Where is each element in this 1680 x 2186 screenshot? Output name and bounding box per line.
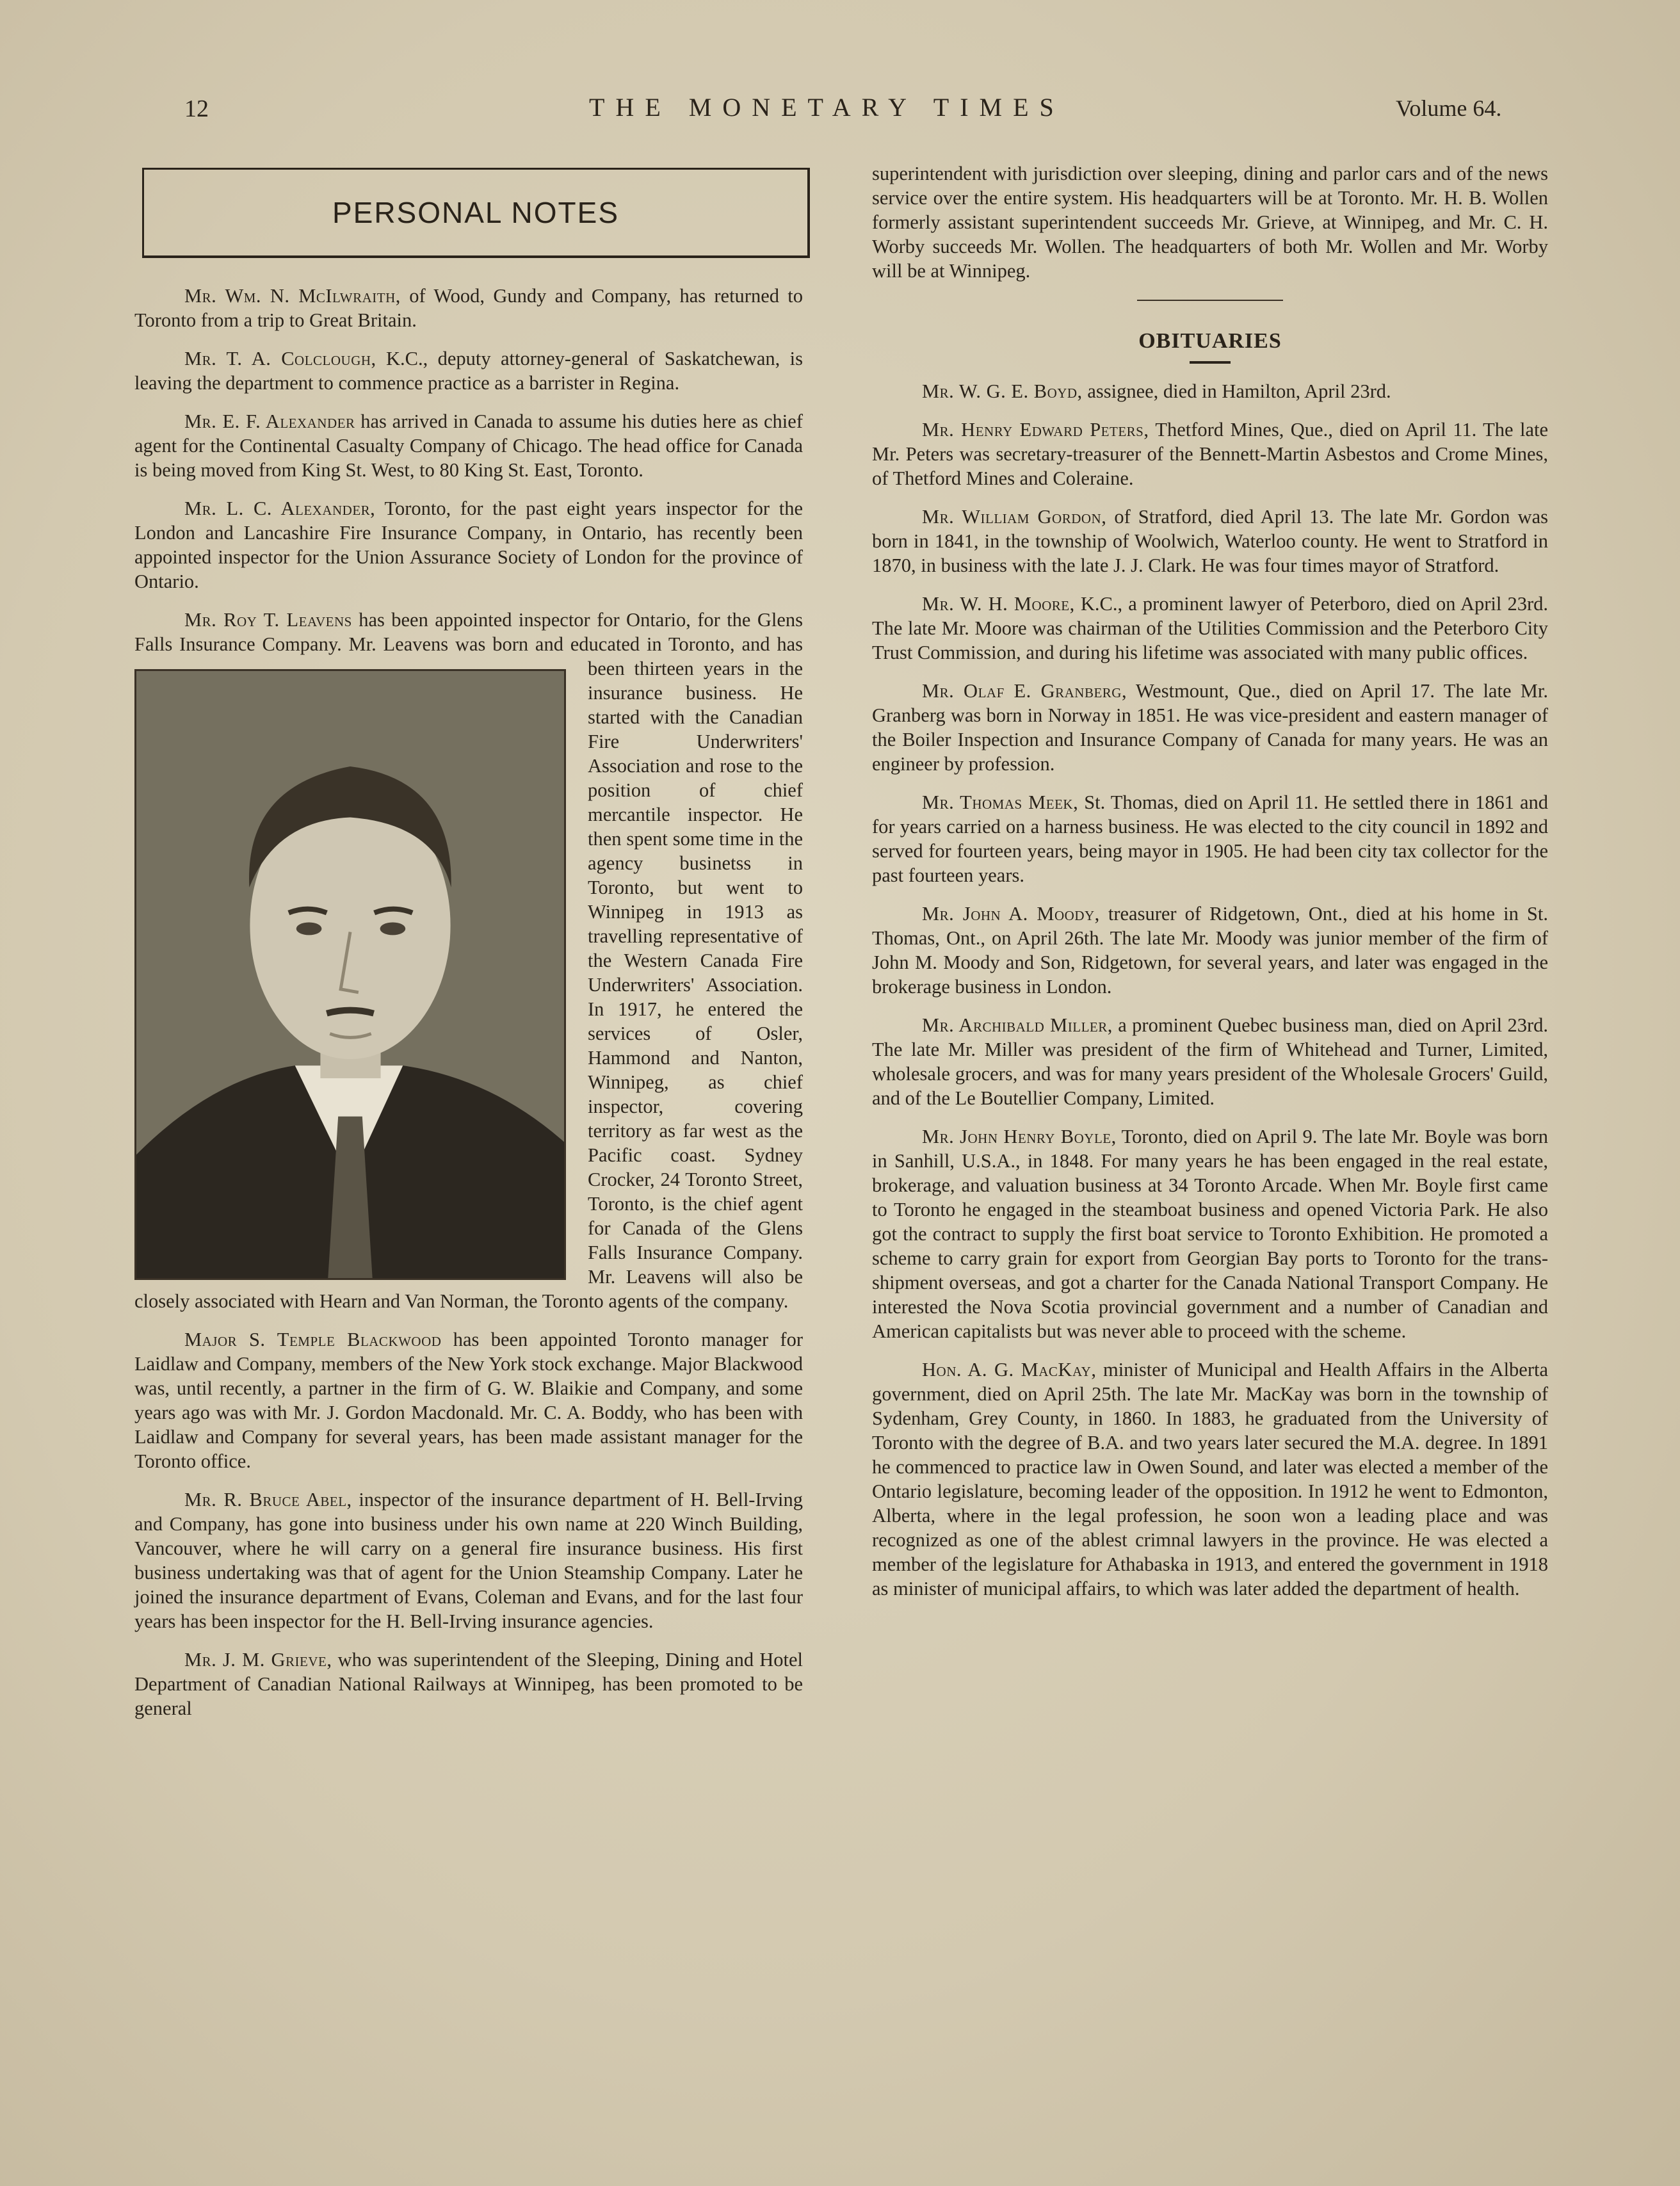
person-name: Mr. R. Bruce Abel, [184, 1489, 352, 1510]
page-number: 12 [184, 95, 209, 122]
obituaries-heading: OBITUARIES [1138, 329, 1282, 353]
section-title: PERSONAL NOTES [332, 196, 620, 229]
person-name: Mr. E. F. Alexander [184, 410, 355, 432]
portrait-image [136, 671, 564, 1278]
person-name: Mr. W. H. Moore, [922, 593, 1075, 615]
person-name: Mr. J. M. Grieve, [184, 1649, 332, 1671]
person-name: Hon. A. G. MacKay, [922, 1359, 1097, 1380]
person-name: Mr. Archibald Miller, [922, 1014, 1113, 1036]
obituary-text: Toronto, died on April 9. The late Mr. Boyle was born in Sanhill, U.S.A., in 1848. For many years he has been engaged in the real estate, brokerage, and valuation business at 34 Toronto Arcade. When Mr. Boyle first came to Toronto he engaged in the steamboat business and opened Victoria Park. He also got the contract to supply the first boat service to Toronto Exhibition. He promoted a scheme to carry grain for export from Georgian Bay ports to Toronto for the trans-shipment overseas, and got a charter for the Canada National Transport Company. He interested the Nova Scotia provincial government and a number of Canadian and American capitalists but was never able to proceed with the scheme. [872, 1126, 1549, 1342]
publication-title: THE MONETARY TIMES [589, 93, 1065, 122]
note-leavens [134, 608, 803, 1313]
obituary-text: treasurer of Ridgetown, Ont., died at his home in St. Thomas, Ont., on April 26th. The late Mr. Moody was junior member of the firm of John M. Moody and Son, Ridgetown, for several years, and later was engaged in the brokerage business in London. [872, 903, 1548, 998]
note-blackwood [134, 1327, 803, 1473]
obituary-moore [872, 592, 1548, 665]
person-name: Mr. Thomas Meek, [922, 791, 1079, 813]
person-name: Major S. Temple Blackwood [184, 1329, 442, 1350]
person-name: Mr. William Gordon, [922, 506, 1107, 528]
obituary-boyle [872, 1124, 1548, 1343]
obituary-mackay [872, 1357, 1548, 1601]
obituary-text: of Stratford, died April 13. The late Mr. Gordon was born in 1841, in the township of Woolwich, Waterloo county. He went to Stratford in 1870, in business with the late J. J. Clark. He was four times mayor of Stratford. [872, 506, 1548, 576]
left-column [134, 168, 803, 1735]
person-name: Mr. Wm. N. McIlwraith, [184, 285, 401, 307]
person-name: Mr. John Henry Boyle, [922, 1126, 1117, 1147]
obituary-gordon [872, 505, 1548, 578]
note-text: Toronto, for the past eight years inspector for the London and Lancashire Fire Insurance Company, in Ontario, has recently been appointed inspector for the Union Assurance Society of London for the province of Ontario. [134, 498, 803, 592]
note-text: K.C., deputy attorney-general of Saskatchewan, is leaving the department to commence practice as a barrister in Regina. [134, 348, 803, 394]
obituary-text: Westmount, Que., died on April 17. The late Mr. Granberg was born in Norway in 1851. He was vice-president and eastern manager of the Boiler Inspection and Insurance Company of Canada for many years. He was an engineer by profession. [872, 680, 1548, 775]
note-text: has been appointed Toronto manager for Laidlaw and Company, members of the New York stock exchange. Major Blackwood was, until recently, a partner in the firm of G. W. Blaikie and Company, and some years ago was with Mr. J. Gordon Macdonald. Mr. C. A. Boddy, who has been with Laidlaw and Company for several years, has been made assistant manager for the Toronto office. [134, 1329, 803, 1472]
volume-label: Volume 64. [1396, 95, 1502, 121]
right-column [872, 161, 1548, 1615]
obituary-text: Thetford Mines, Que., died on April 11. The late Mr. Peters was secretary-treasurer of the Bennett-Martin Asbestos and Crome Mines, of Thetford Mines and Coleraine. [872, 419, 1548, 489]
person-name: Mr. L. C. Alexander, [184, 498, 376, 519]
note-e-f-alexander [134, 409, 803, 482]
note-text: of Wood, Gundy and Company, has returned to Toronto from a trip to Great Britain. [134, 285, 803, 331]
note-grieve [134, 1648, 803, 1720]
note-grieve-continuation: superintendent with jurisdiction over sleeping, dining and parlor cars and of the news service over the entire system. His headquarters will be at Toronto. Mr. H. B. Wollen formerly assistant superintendent succeeds Mr. Grieve, at Winnipeg, and Mr. C. H. Worby succeeds Mr. Wollen. The headquarters of both Mr. Wollen and Mr. Worby will be at Winnipeg. [872, 163, 1548, 282]
note-text: Leavens was born and educated in Toronto, and has been thirteen years in the insurance business. He started with the Canadian Fire Underwriters' Association and rose to the position of chief mercantile inspector. He then spent some time in the agency businetss in Toronto, but went to Winnipeg in 1913 as travelling representative of the Western Canada Fire Underwriters' Association. In 1917, he entered the services of Osler, Hammond and Nanton, Winnipeg, as chief inspector, covering territory as far west as the Pacific coast. Sydney Crocker, 24 Toronto Street, Toronto, is the chief agent for Canada of the Glens Falls Insurance Company. Mr. Leavens will also be closely associated with Hearn and Van Norman, the Toronto agents of the company. [134, 633, 803, 1312]
obituary-boyd [872, 379, 1548, 403]
note-mcilwraith [134, 284, 803, 332]
portrait-photo [134, 669, 566, 1280]
obituary-peters [872, 417, 1548, 490]
obituary-text: St. Thomas, died on April 11. He settled there in 1861 and for years carried on a harness business. He was elected to the city council in 1892 and served for fourteen years, being mayor in 1905. He had been city tax collector for the past fourteen years. [872, 791, 1548, 886]
note-text: inspector of the insurance department of H. Bell-Irving and Company, has gone into business under his own name at 220 Winch Building, Vancouver, where he will carry on a general fire insurance business. His first business undertaking was that of agent for the Union Steamship Company. Later he joined the insurance department of Evans, Coleman and Evans, and for the last four years has been inspector for the H. Bell-Irving insurance agencies. [134, 1489, 803, 1632]
note-abel [134, 1487, 803, 1633]
note-text: has been appointed inspector for Ontario, for the Glens Falls Insurance Company. Mr. [134, 609, 804, 655]
obituary-meek [872, 790, 1548, 887]
obituary-text: minister of Municipal and Health Affairs in the Alberta government, died on April 25th. The late Mr. MacKay was born in the township of Sydenham, Grey County, in 1860. In 1883, he graduated from the University of Toronto with the degree of B.A. and two years later secured the M.A. degree. In 1891 he commenced to practice law in Owen Sound, and later was elected a member of the Ontario legislature, becoming leader of the opposition. In 1912 he went to Edmonton, Alberta, where in the legal profession, he soon won a leading place and was recognized as one of the ablest crimnal lawyers in the province. He was elected a member of the legislature for Athabaska in 1913, and entered the government in 1918 as minister of municipal affairs, to which was later added the department of health. [872, 1359, 1548, 1599]
note-text: who was superintendent of the Sleeping, Dining and Hotel Department of Canadian National Railways at Winnipeg, has been promoted to be general [134, 1649, 803, 1719]
note-colclough [134, 346, 803, 395]
section-title-box [142, 168, 810, 258]
obituary-text: K.C., a prominent lawyer of Peterboro, died on April 23rd. The late Mr. Moore was chairman of the Utilities Commission and the Peterboro City Trust Commission, and during his lifetime was associated with many public offices. [872, 593, 1549, 663]
person-name: Mr. T. A. Colclough, [184, 348, 376, 369]
person-name: Mr. Henry Edward Peters, [922, 419, 1149, 441]
person-name: Mr. Olaf E. Granberg, [922, 680, 1127, 702]
separator-rule [1137, 300, 1283, 301]
person-name: Mr. W. G. E. Boyd, [922, 380, 1083, 402]
person-name: Mr. Roy T. Leavens [184, 609, 352, 631]
obituary-moody [872, 902, 1548, 999]
obituary-text: assignee, died in Hamilton, April 23rd. [1082, 380, 1391, 402]
obituary-text: a prominent Quebec business man, died on April 23rd. The late Mr. Miller was president of the firm of Whitehead and Turner, Limited, wholesale grocers, and was for many years president of the Wholesale Grocers' Guild, and of the Le Boutellier Company, Limited. [872, 1014, 1548, 1109]
note-text: has arrived in Canada to assume his duties here as chief agent for the Continental Casualty Company of Chicago. The head office for Canada is being moved from King St. West, to 80 King St. East, Toronto. [134, 410, 803, 481]
obituary-granberg [872, 679, 1548, 776]
heading-rule [1190, 361, 1231, 364]
person-name: Mr. John A. Moody, [922, 903, 1100, 925]
note-l-c-alexander [134, 496, 803, 594]
obituary-miller [872, 1013, 1548, 1110]
